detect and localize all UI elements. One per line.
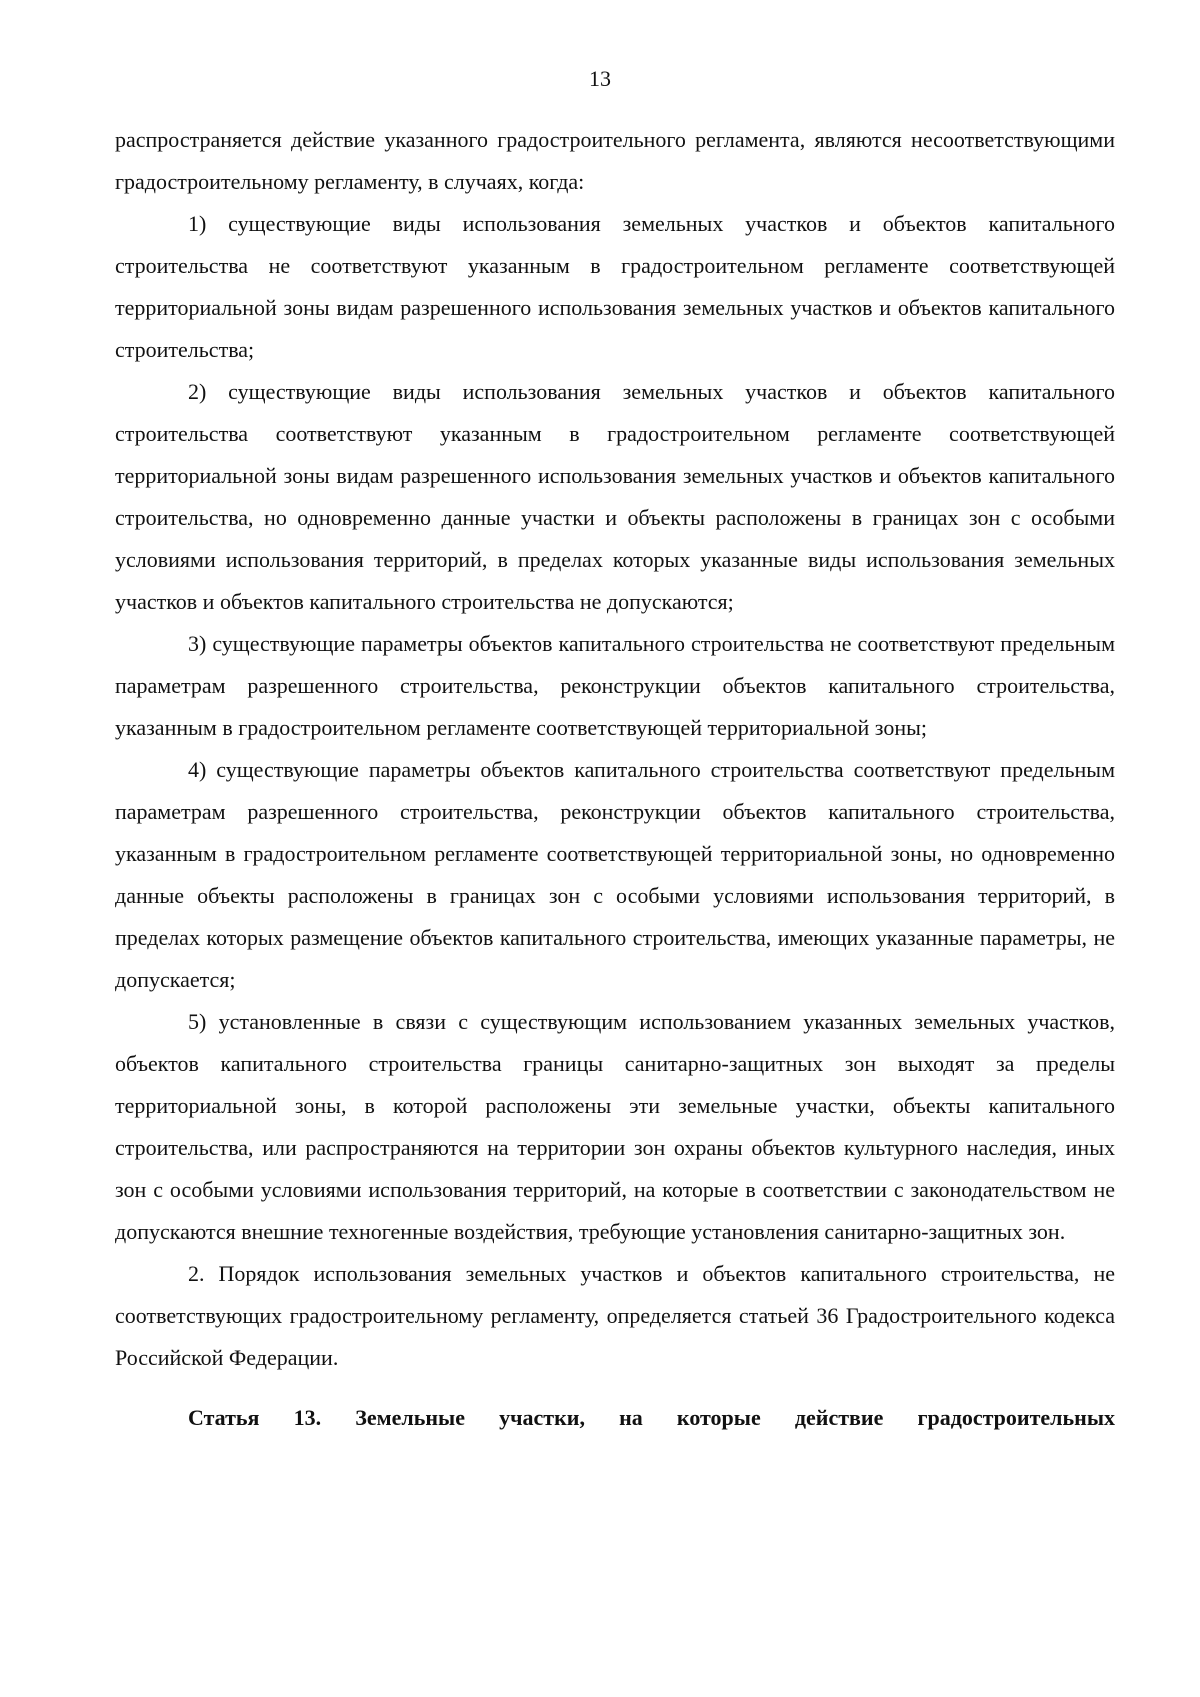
document-body [115,119,1115,1439]
list-item-1: 1) существующие виды использования земельных участков и объектов капитального строительства не соответствуют указанным в градостроительном регламенте соответствующей территориальной зоны видам разрешенного использования земельных участков и объектов капитального строительства; [115,211,1115,362]
list-item-4: 4) существующие параметры объектов капитального строительства соответствуют предельным параметрам разрешенного строительства, реконструкции объектов капитального строительства, указанным в градостроительном регламенте соответствующей территориальной зоны, но одновременно данные объекты расположены в границах зон с особыми условиями использования территорий, в пределах которых размещение объектов капитального строительства, имеющих указанные параметры, не допускается; [115,757,1115,992]
page-number: 13 [589,66,611,91]
list-item-3: 3) существующие параметры объектов капитального строительства не соответствуют предельным параметрам разрешенного строительства, реконструкции объектов капитального строительства, указанным в градостроительном регламенте соответствующей территориальной зоны; [115,631,1115,740]
list-item-2: 2) существующие виды использования земельных участков и объектов капитального строительства соответствуют указанным в градостроительном регламенте соответствующей территориальной зоны видам разрешенного использования земельных участков и объектов капитального строительства, но одновременно данные участки и объекты расположены в границах зон с особыми условиями использования территорий, в пределах которых указанные виды использования земельных участков и объектов капитального строительства не допускаются; [115,379,1115,614]
list-item-5: 5) установленные в связи с существующим использованием указанных земельных участков, объектов капитального строительства границы санитарно-защитных зон выходят за пределы территориальной зоны, в которой расположены эти земельные участки, объекты капитального строительства, или распространяются на территории зон охраны объектов культурного наследия, иных зон с особыми условиями использования территорий, на которые в соответствии с законодательством не допускаются внешние техногенные воздействия, требующие установления санитарно-защитных зон. [115,1009,1115,1244]
article-heading: Статья 13. Земельные участки, на которые действие градостроительных [188,1405,1115,1430]
paragraph-clause-2: 2. Порядок использования земельных участков и объектов капитального строительства, не соответствующих градостроительному регламенту, определяется статьей 36 Градостроительного кодекса Российской Федерации. [115,1261,1115,1370]
paragraph-intro: распространяется действие указанного градостроительного регламента, являются несоответствующими градостроительному регламенту, в случаях, когда: [115,127,1115,194]
